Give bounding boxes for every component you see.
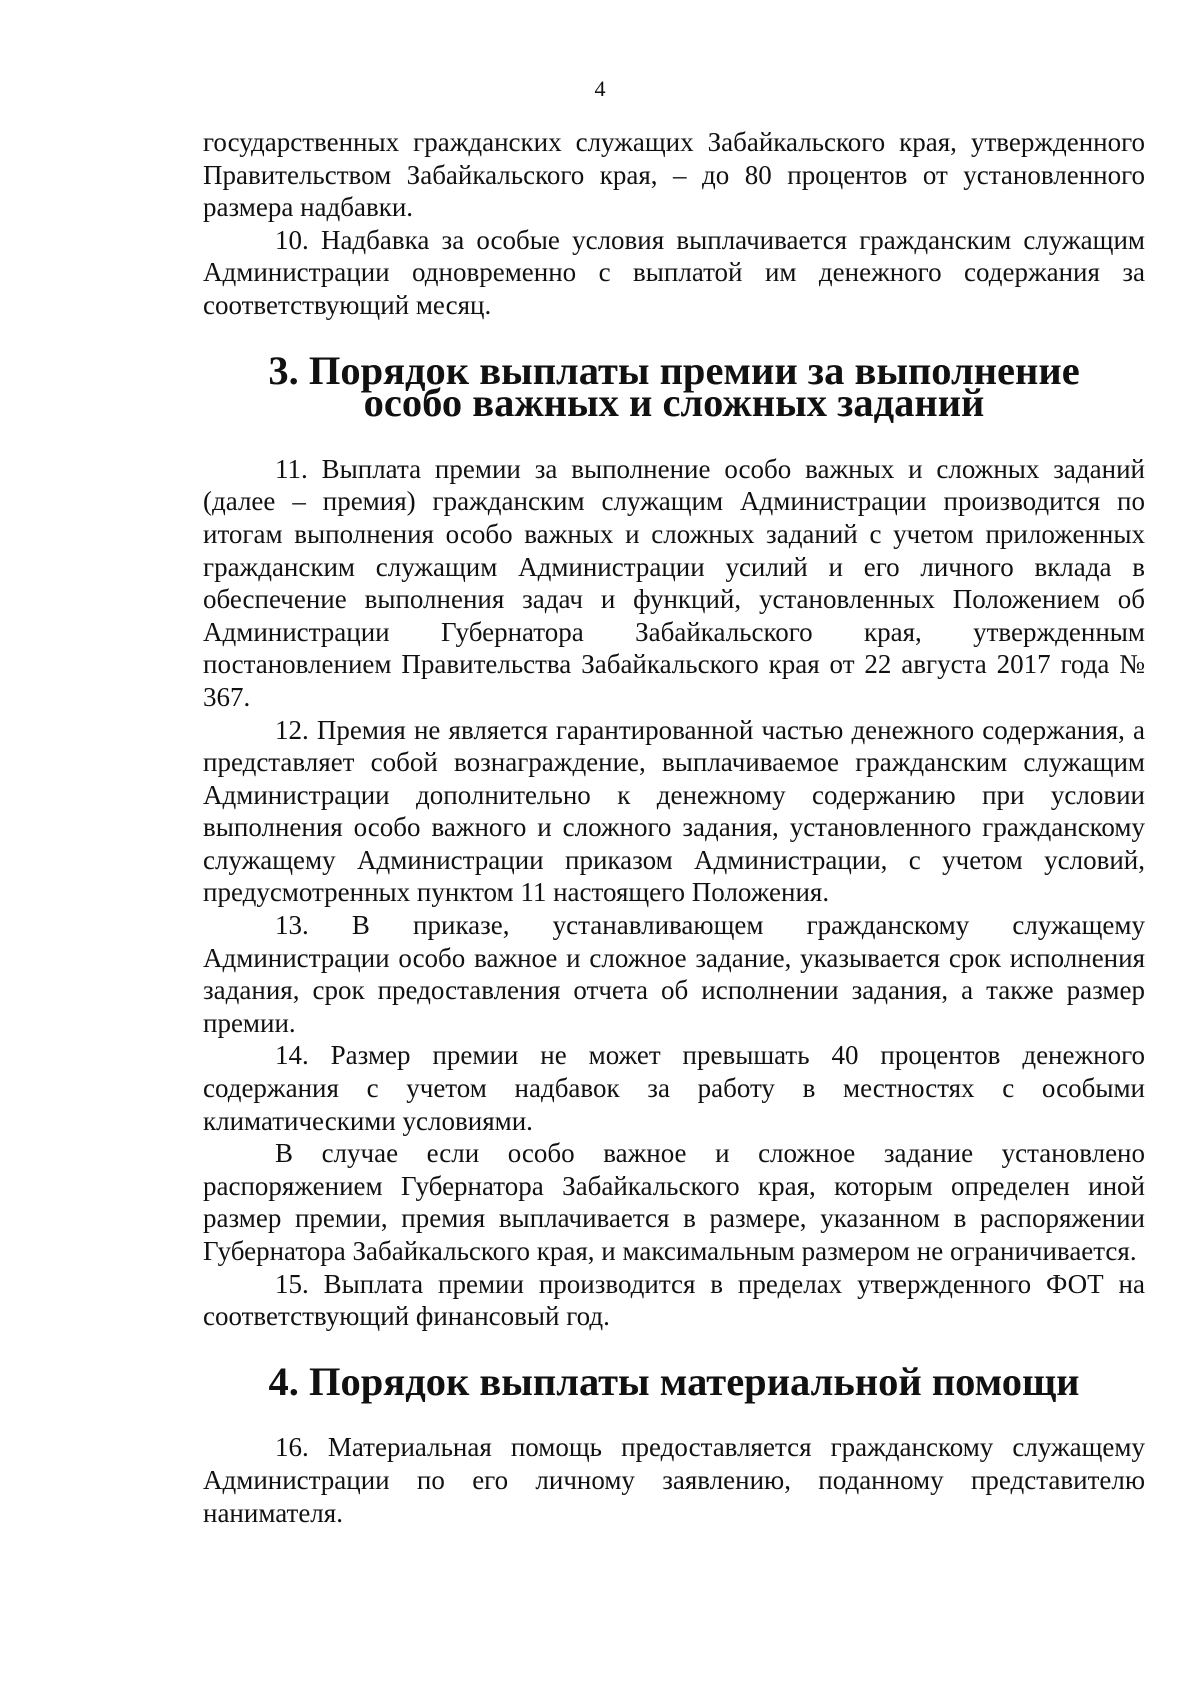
section-heading-4-line-1: 4. Порядок выплаты материальной помощи bbox=[268, 1358, 1080, 1404]
paragraph-15: 15. Выплата премии производится в пределах утвержденного ФОТ на соответствующий финансовый год. bbox=[203, 1268, 1145, 1332]
page-number: 4 bbox=[594, 76, 606, 101]
paragraph-11: 11. Выплата премии за выполнение особо важных и сложных заданий (далее – премия) гражданским служащим Администрации производится по итогам выполнения особо важных и сложных заданий с учетом приложенных гражданским служащим Администрации усилий и его личного вклада в обеспечение выполнения задач и функций, установленных Положением об Администрации Губернатора Забайкальского края, утвержденным постановлением Правительства Забайкальского края от 22 августа 2017 года № 367. bbox=[203, 453, 1145, 712]
paragraph-13: 13. В приказе, устанавливающем гражданскому служащему Администрации особо важное и сложное задание, указывается срок исполнения задания, срок предоставления отчета об исполнении задания, а также размер премии. bbox=[203, 910, 1145, 1038]
paragraph-14: 14. Размер премии не может превышать 40 процентов денежного содержания с учетом надбавок за работу в местностях с особыми климатическими условиями. bbox=[203, 1040, 1145, 1136]
paragraph-10: 10. Надбавка за особые условия выплачивается гражданским служащим Администрации одновременно с выплатой им денежного содержания за соответствующий месяц. bbox=[203, 224, 1145, 320]
section-heading-4 bbox=[203, 1358, 1145, 1404]
paragraph-14-continued: В случае если особо важное и сложное задание установлено распоряжением Губернатора Забайкальского края, которым определен иной размер премии, премия выплачивается в размере, указанном в распоряжении Губернатора Забайкальского края, и максимальным размером не ограничивается. bbox=[203, 1138, 1145, 1266]
paragraph-12: 12. Премия не является гарантированной частью денежного содержания, а представляет собой вознаграждение, выплачиваемое гражданским служащим Администрации дополнительно к денежному содержанию при условии выполнения особо важного и сложного задания, установленного гражданскому служащему Администрации приказом Администрации, с учетом условий, предусмотренных пунктом 11 настоящего Положения. bbox=[203, 714, 1145, 908]
section-heading-3-line-1: 3. Порядок выплаты премии за выполнение bbox=[268, 347, 1080, 393]
paragraph-continuation: государственных гражданских служащих Забайкальского края, утвержденного Правительством Забайкальского края, – до 80 процентов от установленного размера надбавки. bbox=[203, 127, 1145, 223]
document-body bbox=[203, 126, 1145, 1529]
section-heading-3 bbox=[203, 347, 1145, 426]
section-heading-3-line-2: особо важных и сложных заданий bbox=[363, 380, 985, 426]
paragraph-16: 16. Материальная помощь предоставляется гражданскому служащему Администрации по его личному заявлению, поданному представителю нанимателя. bbox=[203, 1432, 1145, 1528]
